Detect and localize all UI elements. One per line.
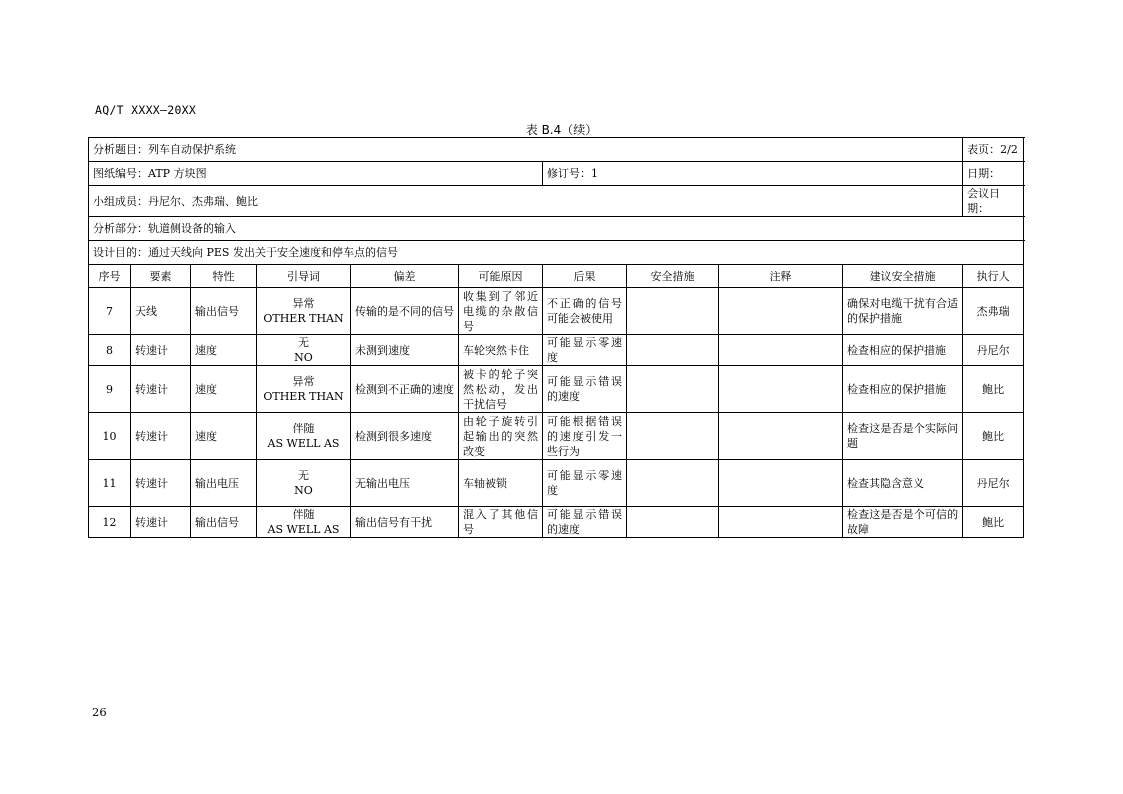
col-header-guide-word: 引导词 bbox=[257, 265, 351, 288]
cell-deviation: 检测到不正确的速度 bbox=[351, 366, 459, 413]
cell-safeguard bbox=[627, 413, 719, 460]
cell-element: 转速计 bbox=[131, 366, 191, 413]
cell-deviation: 输出信号有干扰 bbox=[351, 507, 459, 538]
cell-cause: 车轴被锁 bbox=[459, 460, 543, 507]
cell-no: 12 bbox=[89, 507, 131, 538]
cell-consequence: 可能显示零速度 bbox=[543, 335, 627, 366]
cell-guide-word bbox=[257, 413, 351, 460]
guide-word-en: OTHER THAN bbox=[263, 390, 344, 403]
info-row-part bbox=[89, 217, 1024, 241]
cell-note bbox=[719, 413, 843, 460]
cell-recommendation: 检查相应的保护措施 bbox=[843, 366, 963, 413]
cell-cause: 由轮子旋转引起输出的突然改变 bbox=[459, 413, 543, 460]
cell-no: 9 bbox=[89, 366, 131, 413]
col-header-property: 特性 bbox=[191, 265, 257, 288]
cell-guide-word bbox=[257, 460, 351, 507]
guide-word-cn: 伴随 bbox=[292, 508, 315, 521]
cell-property: 输出信号 bbox=[191, 507, 257, 538]
info-row-drawing bbox=[89, 162, 1024, 186]
cell-recommendation: 检查其隐含意义 bbox=[843, 460, 963, 507]
cell-owner: 鲍比 bbox=[963, 413, 1024, 460]
cell-safeguard bbox=[627, 335, 719, 366]
cell-consequence: 可能显示错误的速度 bbox=[543, 507, 627, 538]
cell-note bbox=[719, 366, 843, 413]
cell-no: 11 bbox=[89, 460, 131, 507]
cell-element: 转速计 bbox=[131, 460, 191, 507]
cell-deviation: 无输出电压 bbox=[351, 460, 459, 507]
cell-recommendation: 检查这是否是个可信的故障 bbox=[843, 507, 963, 538]
revision-number: 修订号：1 bbox=[543, 162, 963, 186]
cell-no: 7 bbox=[89, 288, 131, 335]
info-row-purpose bbox=[89, 241, 1024, 265]
team-members: 小组成员：丹尼尔、杰弗瑞、鲍比 bbox=[89, 186, 963, 217]
guide-word-cn: 异常 bbox=[292, 375, 315, 388]
table-row bbox=[89, 288, 1024, 335]
guide-word-en: AS WELL AS bbox=[267, 523, 340, 536]
cell-cause: 混入了其他信号 bbox=[459, 507, 543, 538]
cell-owner: 鲍比 bbox=[963, 507, 1024, 538]
cell-cause: 收集到了邻近电缆的杂散信号 bbox=[459, 288, 543, 335]
cell-owner: 丹尼尔 bbox=[963, 460, 1024, 507]
cell-note bbox=[719, 507, 843, 538]
cell-element: 转速计 bbox=[131, 507, 191, 538]
guide-word-en: NO bbox=[294, 484, 313, 497]
guide-word-cn: 伴随 bbox=[292, 422, 315, 435]
cell-owner: 鲍比 bbox=[963, 366, 1024, 413]
cell-cause: 被卡的轮子突然松动，发出干扰信号 bbox=[459, 366, 543, 413]
cell-note bbox=[719, 288, 843, 335]
guide-word-en: NO bbox=[294, 351, 313, 364]
table-title: 表 B.4（续） bbox=[525, 123, 598, 137]
standard-code: AQ/T XXXX—20XX bbox=[95, 103, 197, 117]
cell-safeguard bbox=[627, 507, 719, 538]
col-header-safeguard: 安全措施 bbox=[627, 265, 719, 288]
cell-safeguard bbox=[627, 366, 719, 413]
cell-no: 10 bbox=[89, 413, 131, 460]
meeting-date: 会议日期： bbox=[963, 186, 1024, 217]
cell-safeguard bbox=[627, 460, 719, 507]
cell-note bbox=[719, 460, 843, 507]
cell-owner: 杰弗瑞 bbox=[963, 288, 1024, 335]
cell-property: 输出信号 bbox=[191, 288, 257, 335]
table-row bbox=[89, 335, 1024, 366]
cell-deviation: 未测到速度 bbox=[351, 335, 459, 366]
cell-consequence: 不正确的信号可能会被使用 bbox=[543, 288, 627, 335]
cell-guide-word bbox=[257, 335, 351, 366]
cell-recommendation: 检查相应的保护措施 bbox=[843, 335, 963, 366]
table-page: 表页：2/2 bbox=[963, 138, 1024, 162]
info-row-members bbox=[89, 186, 1024, 217]
column-header-row bbox=[89, 265, 1024, 288]
col-header-deviation: 偏差 bbox=[351, 265, 459, 288]
cell-property: 速度 bbox=[191, 366, 257, 413]
col-header-element: 要素 bbox=[131, 265, 191, 288]
col-header-recommendation: 建议安全措施 bbox=[843, 265, 963, 288]
table-row bbox=[89, 366, 1024, 413]
cell-consequence: 可能根据错误的速度引发一些行为 bbox=[543, 413, 627, 460]
cell-element: 转速计 bbox=[131, 413, 191, 460]
guide-word-cn: 异常 bbox=[292, 297, 315, 310]
date-field: 日期： bbox=[963, 162, 1024, 186]
col-header-note: 注释 bbox=[719, 265, 843, 288]
guide-word-cn: 无 bbox=[298, 336, 309, 349]
cell-property: 速度 bbox=[191, 413, 257, 460]
cell-safeguard bbox=[627, 288, 719, 335]
cell-consequence: 可能显示零速度 bbox=[543, 460, 627, 507]
col-header-no: 序号 bbox=[89, 265, 131, 288]
analysis-part: 分析部分：轨道侧设备的输入 bbox=[89, 217, 1024, 241]
table-row bbox=[89, 413, 1024, 460]
drawing-number: 图纸编号：ATP 方块图 bbox=[89, 162, 543, 186]
col-header-owner: 执行人 bbox=[963, 265, 1024, 288]
cell-guide-word bbox=[257, 288, 351, 335]
guide-word-en: OTHER THAN bbox=[263, 312, 344, 325]
col-header-consequence: 后果 bbox=[543, 265, 627, 288]
design-purpose: 设计目的：通过天线向 PES 发出关于安全速度和停车点的信号 bbox=[89, 241, 1024, 265]
cell-element: 天线 bbox=[131, 288, 191, 335]
page-number: 26 bbox=[92, 705, 107, 719]
cell-consequence: 可能显示错误的速度 bbox=[543, 366, 627, 413]
guide-word-en: AS WELL AS bbox=[267, 437, 340, 450]
cell-recommendation: 检查这是否是个实际问题 bbox=[843, 413, 963, 460]
cell-element: 转速计 bbox=[131, 335, 191, 366]
cell-cause: 车轮突然卡住 bbox=[459, 335, 543, 366]
cell-owner: 丹尼尔 bbox=[963, 335, 1024, 366]
info-row-topic bbox=[89, 138, 1024, 162]
table-row bbox=[89, 460, 1024, 507]
cell-no: 8 bbox=[89, 335, 131, 366]
guide-word-cn: 无 bbox=[298, 469, 309, 482]
col-header-cause: 可能原因 bbox=[459, 265, 543, 288]
cell-property: 输出电压 bbox=[191, 460, 257, 507]
cell-guide-word bbox=[257, 366, 351, 413]
hazop-table bbox=[88, 137, 1024, 538]
cell-deviation: 传输的是不同的信号 bbox=[351, 288, 459, 335]
cell-guide-word bbox=[257, 507, 351, 538]
cell-deviation: 检测到很多速度 bbox=[351, 413, 459, 460]
cell-note bbox=[719, 335, 843, 366]
cell-recommendation: 确保对电缆干扰有合适的保护措施 bbox=[843, 288, 963, 335]
analysis-topic: 分析题目：列车自动保护系统 bbox=[89, 138, 963, 162]
table-row bbox=[89, 507, 1024, 538]
cell-property: 速度 bbox=[191, 335, 257, 366]
